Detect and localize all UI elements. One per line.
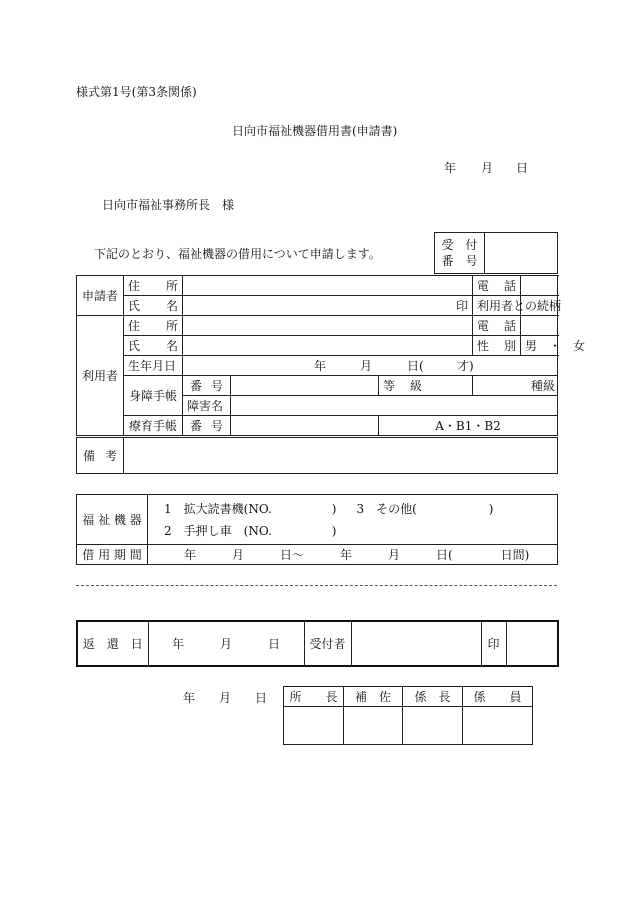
equipment-label: 福 祉 機 器 [77,495,148,545]
approval-col-staff: 係 員 [463,687,533,707]
approval-stamp-director[interactable] [284,707,344,745]
remarks-label: 備 考 [77,438,124,474]
main-form-table [76,275,586,436]
return-label: 返 還 日 [77,621,148,666]
birth-day: 日( [407,358,424,373]
birth-month: 月 [360,358,373,373]
applicant-seal: 印 [455,298,468,313]
date-year-label: 年 [444,161,457,175]
intro-text: 下記のとおり、福祉機器の借用について申請します。 [94,247,381,261]
grade-label: 等 級 [379,376,473,396]
return-seal-field[interactable] [506,621,558,666]
date-month-label: 月 [481,161,494,175]
disability-number-field[interactable] [231,376,379,396]
receipt-box [434,232,558,274]
equipment-item-1[interactable]: 1 拡大読書機(NO. ) [164,501,337,516]
return-receiver-label: 受付者 [304,621,351,666]
disability-number-label: 番 号 [183,376,231,396]
date-day-label: 日 [516,161,529,175]
approval-col-assistant: 補 佐 [344,687,403,707]
period-field[interactable]: 年 月 日～ 年 月 日( 日間) [148,545,558,565]
receipt-number-field[interactable] [485,233,558,274]
user-name-field[interactable] [183,336,473,356]
equipment-options[interactable] [148,495,558,545]
applicant-heading: 申請者 [77,276,124,316]
approval-stamp-assistant[interactable] [344,707,403,745]
addressee: 日向市福祉事務所長 様 [102,198,235,212]
user-address-field[interactable] [183,316,473,336]
form-number: 様式第1号(第3条関係) [76,85,197,99]
birth-age: 才) [457,358,474,373]
user-sex-label: 性 別 [473,336,521,356]
approval-date: 年 月 日 [183,691,268,705]
disability-name-label: 障害名 [183,396,231,416]
user-phone-field[interactable] [521,316,558,336]
user-name-label: 氏 名 [124,336,183,356]
disability-book-label: 身障手帳 [124,376,183,416]
cut-line [76,585,557,586]
remarks-field[interactable] [124,438,558,474]
applicant-name-field[interactable] [183,296,473,316]
grade-field[interactable]: 種 級 [473,376,558,396]
rehab-book-label: 療育手帳 [124,416,183,436]
applicant-address-field[interactable] [183,276,473,296]
user-birth-label: 生年月日 [124,356,183,376]
user-sex-options[interactable]: 男 ・ 女 [521,336,558,356]
applicant-phone-label: 電 話 [473,276,521,296]
receipt-label: 受 付 番 号 [435,233,485,274]
return-table [76,620,559,667]
rehab-grades[interactable]: A・B1・B2 [379,416,558,436]
approval-stamp-staff[interactable] [463,707,533,745]
equipment-item-3[interactable]: 3 その他( ) [356,501,494,516]
approval-stamp-chief[interactable] [403,707,463,745]
applicant-name-label: 氏 名 [124,296,183,316]
equipment-item-2[interactable]: 2 手押し車 (NO. ) [164,523,337,538]
rehab-number-label: 番 号 [183,416,231,436]
user-address-label: 住 所 [124,316,183,336]
equipment-table [76,494,558,565]
return-seal: 印 [481,621,506,666]
applicant-address-label: 住 所 [124,276,183,296]
approval-table [283,686,533,745]
rehab-number-field[interactable] [231,416,379,436]
return-date-field[interactable]: 年 月 日 [148,621,304,666]
approval-col-chief: 係 長 [403,687,463,707]
period-label: 借 用 期 間 [77,545,148,565]
remarks-table [76,437,558,474]
approval-col-director: 所 長 [284,687,344,707]
page-title: 日向市福祉機器借用書(申請書) [232,124,398,138]
user-heading: 利用者 [77,316,124,436]
user-phone-label: 電 話 [473,316,521,336]
user-birth-field[interactable] [183,356,558,376]
return-receiver-field[interactable] [351,621,481,666]
birth-year: 年 [314,358,327,373]
applicant-relation-label: 利用者との続柄 [473,296,521,316]
disability-name-field[interactable] [231,396,558,416]
applicant-phone-field[interactable] [521,276,558,296]
